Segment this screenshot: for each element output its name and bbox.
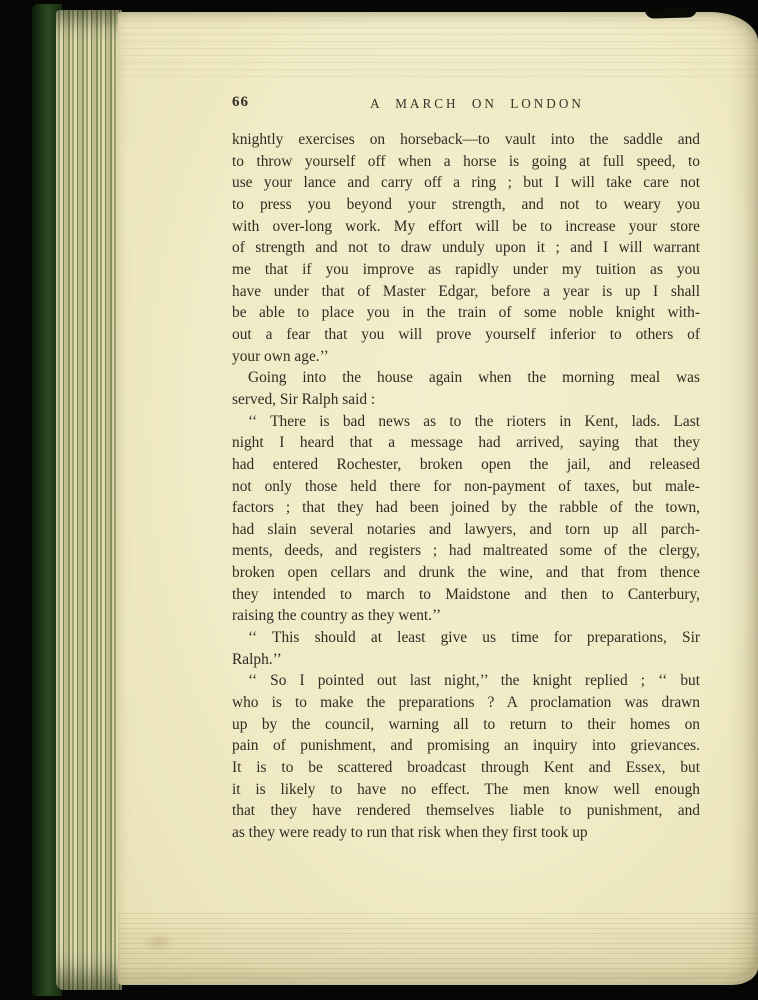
text-line: Ralph.’’ <box>232 650 282 668</box>
text-line: ‘‘ This should at least give us time for preparations, Sir <box>248 629 700 647</box>
text-line: me that if you improve as rapidly under my tuition as you <box>232 260 700 278</box>
text-line: It is to be scattered broadcast through Kent and Essex, but <box>232 759 700 777</box>
text-block <box>232 129 700 844</box>
running-title: A MARCH ON LONDON <box>370 96 584 111</box>
text-line: who is to make the preparations ? A proclamation was drawn <box>232 694 700 712</box>
text-line: Going into the house again when the morning meal was <box>248 369 700 387</box>
text-line: factors ; that they had been joined by the rabble of the town, <box>232 499 700 517</box>
text-line: broken open cellars and drunk the wine, and that from thence <box>232 564 700 582</box>
text-line: to throw yourself off when a horse is going at full speed, to <box>232 152 700 170</box>
text-line: as they were ready to run that risk when they first took up <box>232 824 588 841</box>
text-line: ments, deeds, and registers ; had maltreated some of the clergy, <box>232 542 700 560</box>
text-line: that they have rendered themselves liable to punishment, and <box>232 802 700 820</box>
text-line: be able to place you in the train of some noble knight with- <box>232 304 700 322</box>
text-line: use your lance and carry off a ring ; but I will take care not <box>232 174 700 192</box>
text-line: with over-long work. My effort will be to increase your store <box>232 217 700 235</box>
text-line: to press you beyond your strength, and not to weary you <box>232 195 700 213</box>
text-line: out a fear that you will prove yourself inferior to others of <box>232 325 700 343</box>
page-header <box>232 94 700 114</box>
text-line: served, Sir Ralph said : <box>232 390 376 408</box>
page-number: 66 <box>232 94 249 110</box>
text-line: they intended to march to Maidstone and then to Canterbury, <box>232 585 700 603</box>
book-page <box>118 12 758 985</box>
text-line: up by the council, warning all to return to their homes on <box>232 715 700 733</box>
text-line: pain of punishment, and promising an inquiry into grievances. <box>232 737 700 755</box>
text-line: ‘‘ There is bad news as to the rioters in Kent, lads. Last <box>248 412 700 430</box>
page-corner-shadow <box>645 8 697 18</box>
page-stack-edges <box>56 10 122 990</box>
text-line: raising the country as they went.’’ <box>232 607 442 625</box>
paper-stain <box>134 927 182 957</box>
text-line: your own age.’’ <box>232 347 329 365</box>
text-line: have under that of Master Edgar, before a year is up I shall <box>232 282 700 300</box>
text-line: it is likely to have no effect. The men know well enough <box>232 780 700 798</box>
text-line: had slain several notaries and lawyers, and torn up all parch- <box>232 520 700 538</box>
text-line: knightly exercises on horseback—to vault into the saddle and <box>232 131 700 148</box>
text-line: had entered Rochester, broken open the jail, and released <box>232 455 700 473</box>
text-line: night I heard that a message had arrived, saying that they <box>232 434 700 452</box>
text-line: not only those held there for non-payment of taxes, but male- <box>232 477 700 495</box>
text-line: ‘‘ So I pointed out last night,’’ the knight replied ; ‘‘ but <box>248 672 700 690</box>
text-line: of strength and not to draw unduly upon it ; and I will warrant <box>232 239 700 257</box>
